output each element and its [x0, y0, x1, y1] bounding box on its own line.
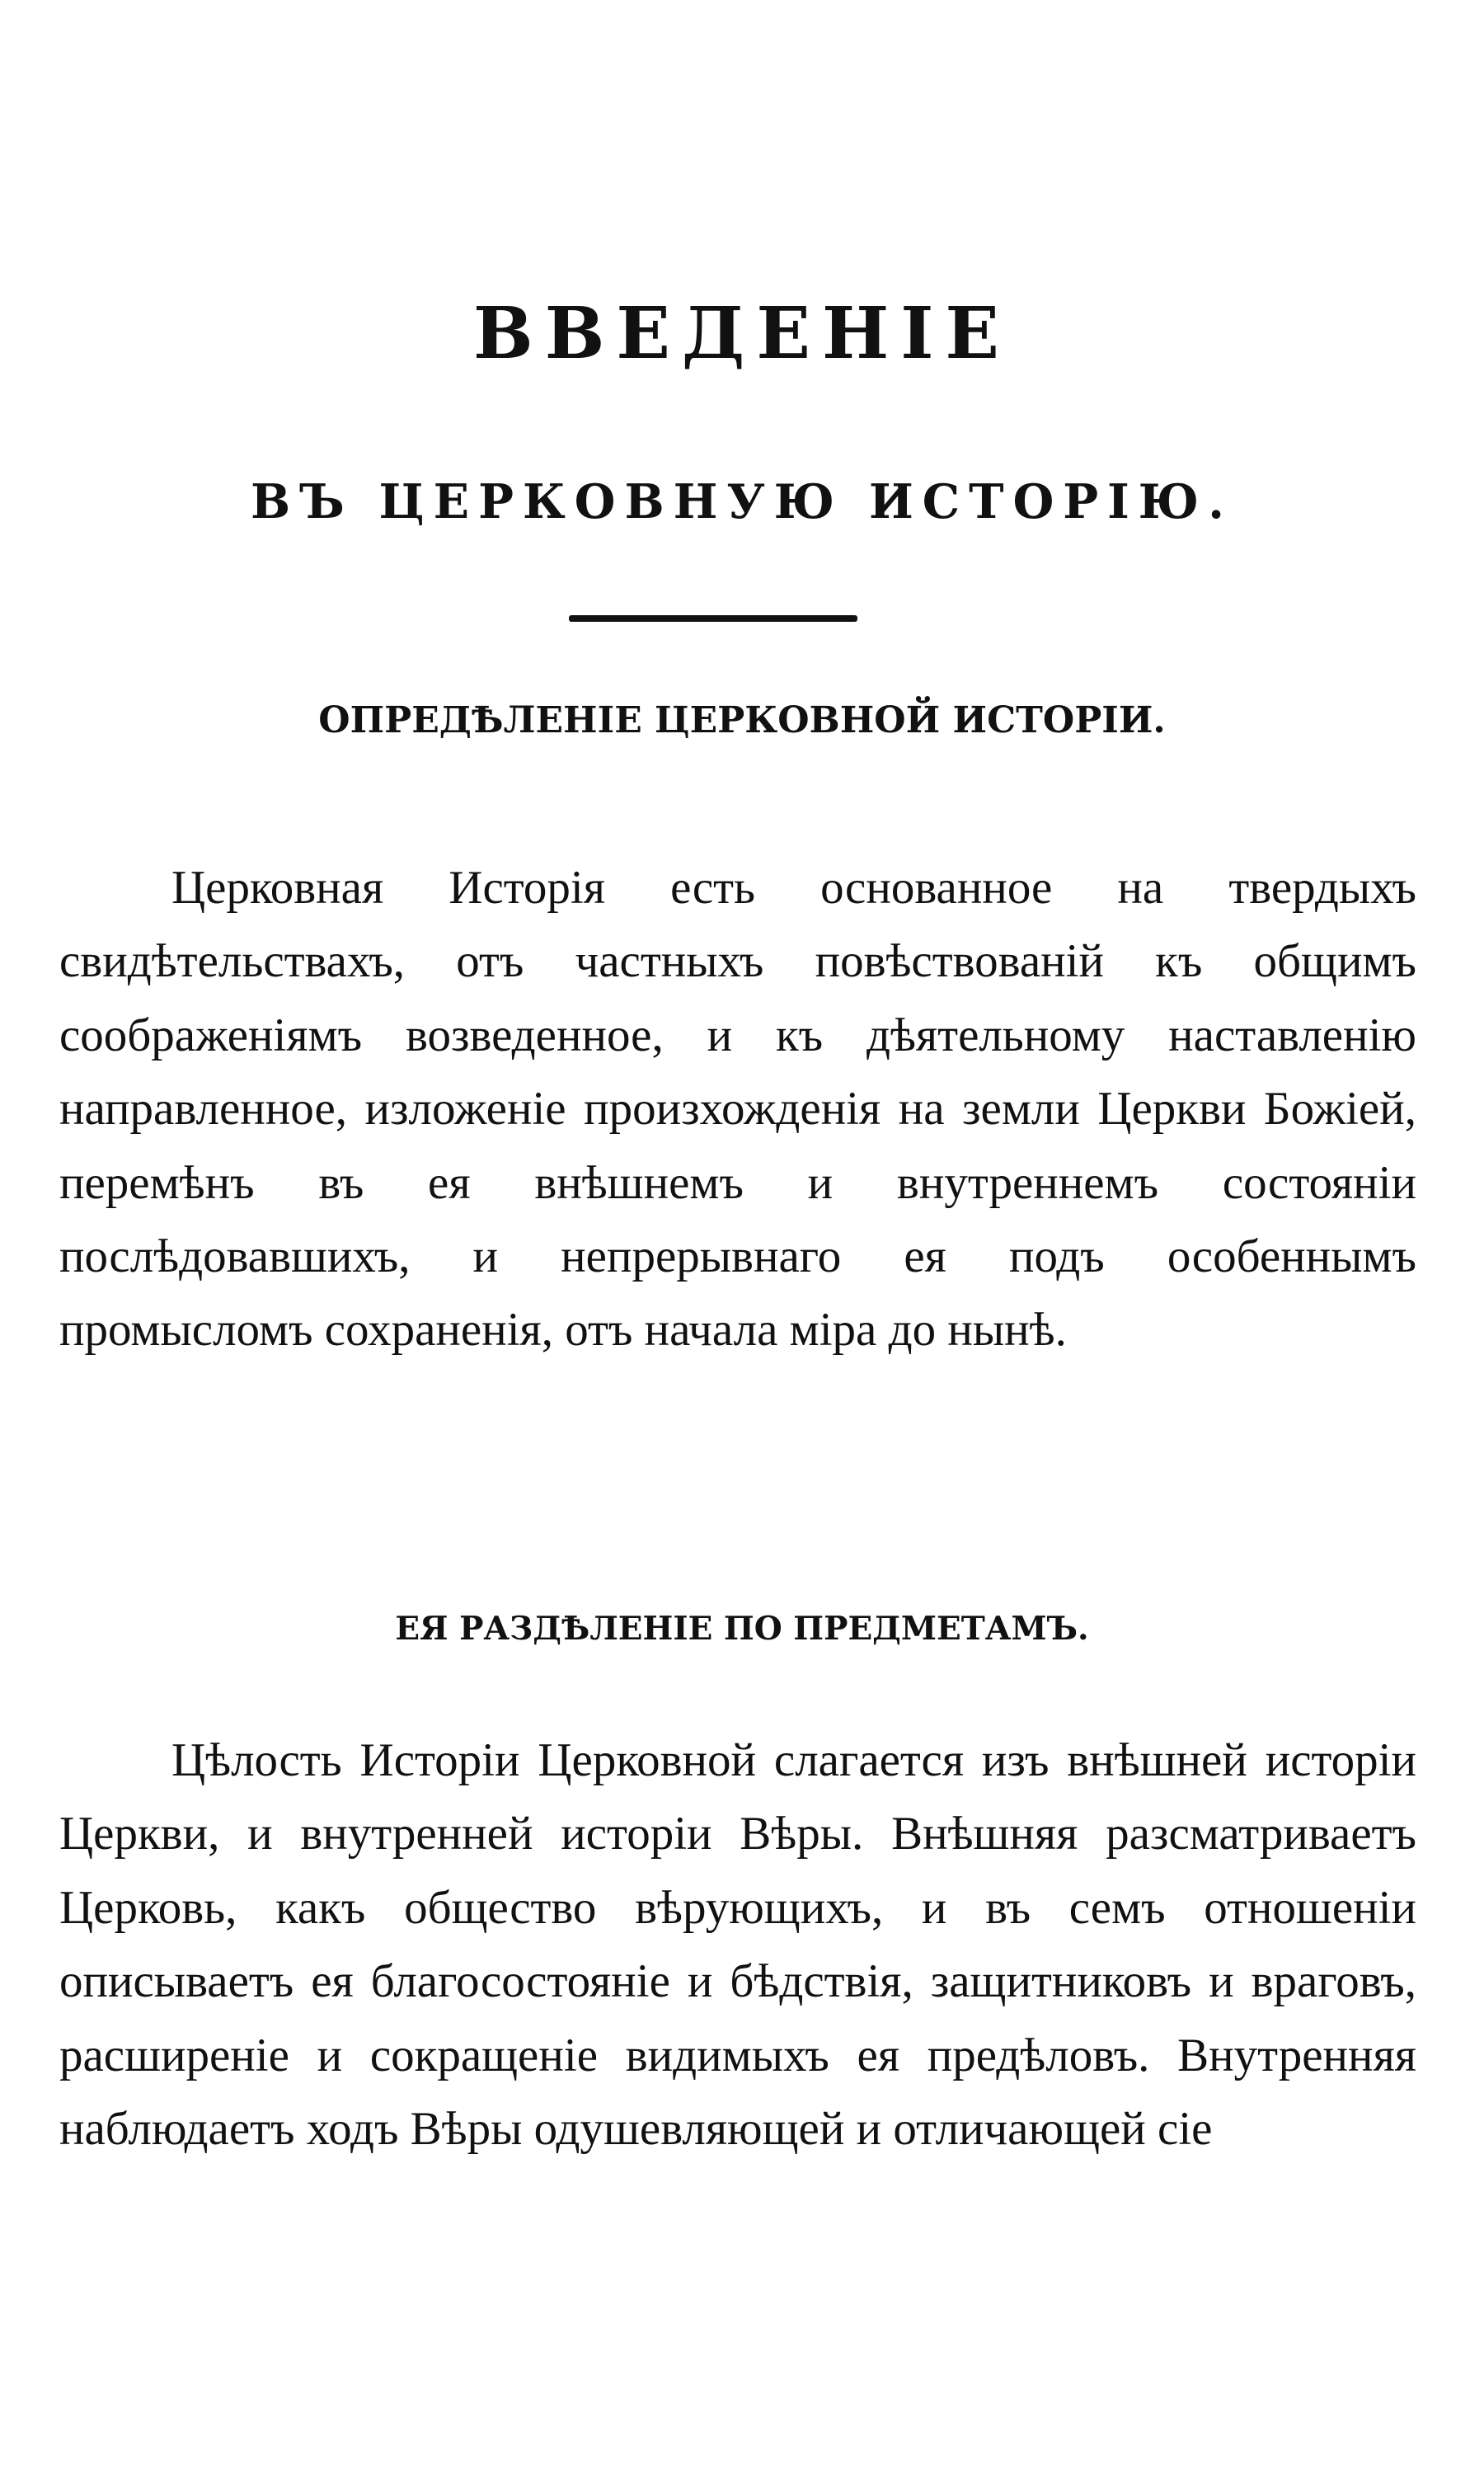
title-divider	[569, 615, 857, 622]
section-heading-definition: ОПРЕДѢЛЕНІЕ ЦЕРКОВНОЙ ИСТОРІИ.	[318, 699, 1166, 741]
section-heading-division: ЕЯ РАЗДѢЛЕНІЕ ПО ПРЕДМЕТАМЪ.	[395, 1610, 1089, 1648]
paragraph-definition: Церковная Исторія есть основанное на твердыхъ свидѣтельствахъ, отъ частныхъ повѣствованій къ общимъ соображеніямъ возведенное, и къ дѣятельному наставленію направленное, изложеніе произхожденія на земли Церкви Божіей, перемѣнъ въ ея внѣшнемъ и внутреннемъ состояніи послѣдовавшихъ, и непрерывнаго ея подъ особеннымъ промысломъ сохраненія, отъ начала міра до нынѣ.	[59, 862, 1416, 1357]
paragraph-division: Цѣлость Исторіи Церковной слагается изъ внѣшней исторіи Церкви, и внутренней исторіи Вѣры. Внѣшняя разсматриваетъ Церковь, какъ общество вѣрующихъ, и въ семъ отношеніи описываетъ ея благосостояніе и бѣдствія, защитниковъ и враговъ, расширеніе и сокращеніе видимыхъ ея предѣловъ. Внутренняя наблюдаетъ ходъ Вѣры одушевляющей и отличающей сіе	[59, 1734, 1416, 2156]
page-subtitle: ВЪ ЦЕРКОВНУЮ ИСТОРІЮ.	[251, 474, 1233, 529]
page-title: ВВЕДЕНІЕ	[473, 292, 1011, 375]
